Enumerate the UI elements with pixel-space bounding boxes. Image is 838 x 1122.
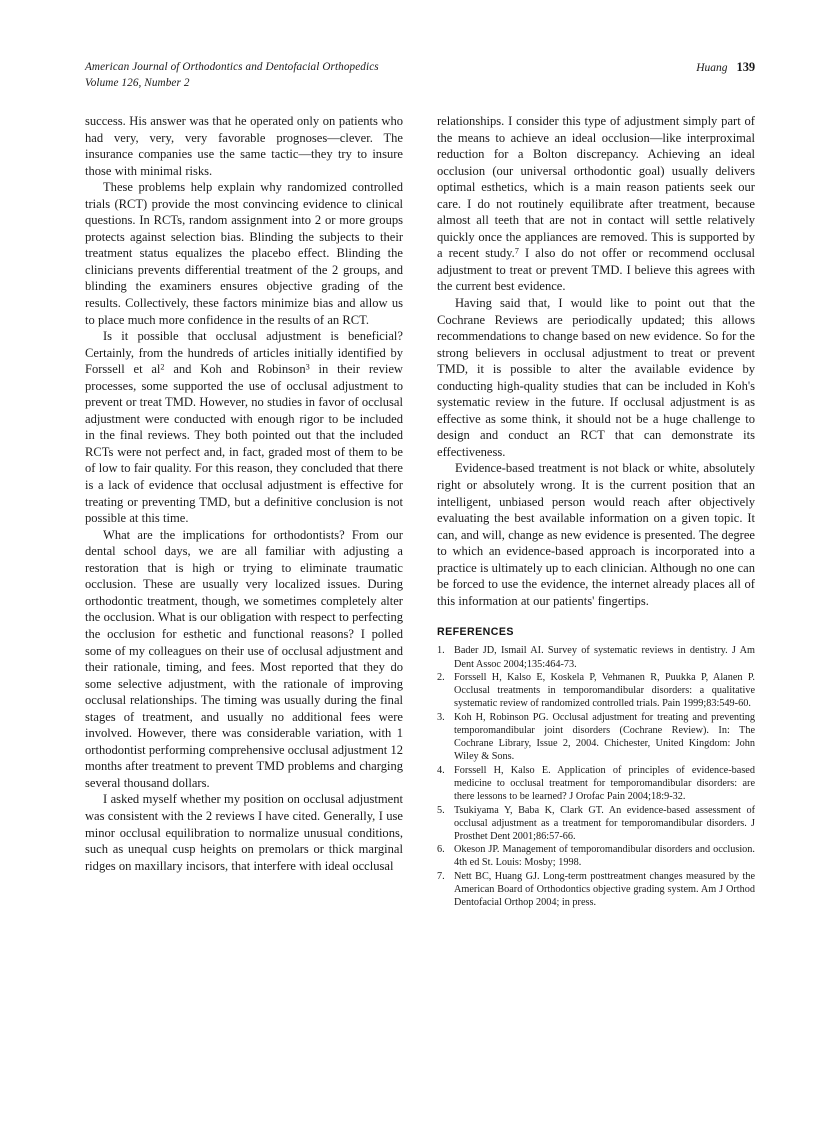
- paragraph: These problems help explain why randomized controlled trials (RCT) provide the most convincing evidence to clinical questions. In RCTs, random assignment into 2 or more groups protects against selection bias. Blinding the subjects to their treatment status equalizes the placebo effect. Blinding the clinicians prevents differential treatment of the 2 groups, and blinding the examiners ensures objective grading of the results. Collectively, these factors minimize bias and allow us to place much more confidence in the results of an RCT.: [85, 180, 403, 327]
- paragraph: I asked myself whether my position on occlusal adjustment was consistent with the 2 reviews I have cited. Generally, I use minor occlusal equilibration to normalize unusual conditions, such as unequal cusp heights on premolars or thick marginal ridges on maxillary incisors, that interfere with ideal occlusal: [85, 792, 403, 873]
- journal-volume-issue: Volume 126, Number 2: [85, 76, 190, 89]
- paragraph-text-part: I also do not offer or recommend occlusal adjustment to treat or prevent TMD. I believe this agrees with the current best evidence.: [437, 246, 756, 294]
- reference-item: Forssell H, Kalso E. Application of principles of evidence-based medicine to occlusal treatment for temporomandibular disorders: are there lessons to be learned? J Orofac Pain 2004;18:9-32.: [454, 764, 755, 802]
- paragraph-with-citations: [85, 328, 403, 527]
- reference-item: Forssell H, Kalso E, Koskela P, Vehmanen R, Puukka P, Alanen P. Occlusal treatments in temporomandibular disorders: a qualitative systematic review of randomized controlled trials. Pain 1999;83:549-60.: [454, 672, 755, 710]
- page-number: 139: [736, 60, 755, 74]
- paragraph: Evidence-based treatment is not black or white, absolutely right or absolutely wrong. It is the current position that an intelligent, unbiased person would reach after objectively evaluating the best available information on a given topic. It can, and will, change as new evidence is presented. The degree to which an evidence-based approach is incorporated into a practice is ultimately up to each clinician. Although no one can be forced to use the evidence, the internet already places all of this information at our patients' fingertips.: [437, 461, 755, 608]
- reference-item: Bader JD, Ismail AI. Survey of systematic reviews in dentistry. J Am Dent Assoc 2004;135:464-73.: [454, 645, 755, 670]
- journal-title-block: [85, 60, 379, 91]
- citation-marker: 3: [305, 362, 310, 372]
- reference-item: Nett BC, Huang GJ. Long-term posttreatment changes measured by the American Board of Orthodontics objective grading system. Am J Orthod Dentofacial Orthop 2004; in press.: [454, 871, 755, 909]
- paragraph: success. His answer was that he operated only on patients who had very, very, very favorable prognoses—clever. The insurance companies use the same tactic—they try to insure those with minimal risks.: [85, 114, 403, 178]
- running-head: [85, 60, 755, 94]
- citation-marker: 7: [514, 246, 519, 256]
- paragraph-with-citation: [437, 113, 755, 295]
- journal-title: American Journal of Orthodontics and Dentofacial Orthopedics: [85, 61, 379, 73]
- left-column: [85, 113, 403, 874]
- paragraph-text-part: relationships. I consider this type of adjustment simply part of the means to achieve an ideal occlusion—like interproximal reduction for a Bolton discrepancy. Achieving an ideal occlusion (our universal orthodontic goal) usually delivers optimal esthetics, which is a main reason patients seek our care. I do not routinely equilibrate after treatment, because almost all teeth that are not in contact will settle relatively quickly once the appliances are removed. This is supported by a recent study.: [437, 114, 755, 261]
- references-heading: REFERENCES: [437, 626, 514, 639]
- paragraph-text-part: Is it possible that occlusal adjustment is beneficial? Certainly, from the hundreds of articles initially identified by Forssell et al: [85, 329, 403, 377]
- reference-item: Okeson JP. Management of temporomandibular disorders and occlusion. 4th ed St. Louis: Mosby; 1998.: [454, 844, 755, 869]
- paragraph-text-part: in their review processes, some supported the use of occlusal adjustment to prevent or treat TMD. However, no studies in favor of occlusal adjustment were conducted with enough rigor to be included in the final reviews. They both pointed out that the included RCTs were not perfect and, in fact, graded most of them to be of low to fair quality. For this reason, they concluded that there is a lack of evidence that occlusal adjustment is effective for treating or preventing TMD, but a definitive conclusion is not possible at this time.: [85, 362, 403, 526]
- reference-item: Tsukiyama Y, Baba K, Clark GT. An evidence-based assessment of occlusal adjustment as a treatment for temporomandibular disorders. J Prosthet Dent 2001;86:57-66.: [454, 804, 755, 842]
- references-list: [437, 644, 755, 909]
- author-name: Huang: [696, 62, 728, 74]
- citation-marker: 2: [160, 362, 165, 372]
- paragraph: What are the implications for orthodontists? From our dental school days, we are all familiar with adjusting a restoration that is high or trying to eliminate traumatic occlusion. These are usually very localized issues. During orthodontic treatment, though, we sometimes completely alter the occlusion. What is our obligation with respect to perfecting the occlusion for esthetic and functional reasons? I polled some of my colleagues on their use of occlusal adjustment and their rationale, timing, and fees. Most reported that they do some selective adjustment, with the rationale of improving occlusal relationships. The timing was usually during the final stages of treatment, and usually no additional fees were involved. However, there was considerable variation, with 1 orthodontist performing comprehensive occlusal adjustment 12 months after treatment to prevent TMD problems and charging several thousand dollars.: [85, 527, 403, 790]
- reference-item: Koh H, Robinson PG. Occlusal adjustment for treating and preventing temporomandibular joint disorders (Cochrane Review). In: The Cochrane Library, Issue 2, 2004. Chichester, United Kingdom: John Wiley & Sons.: [454, 711, 755, 763]
- running-head-right: [696, 60, 755, 77]
- right-column: [437, 113, 755, 910]
- paragraph-text-part: and Koh and Robinson: [164, 362, 306, 377]
- paragraph: Having said that, I would like to point out that the Cochrane Reviews are periodically updated; this allows recommendations to change based on new evidence. So for the strong believers in occlusal adjustment to treat or prevent TMD, it is possible to alter the available evidence by conducting high-quality studies that can be included in Koh's systematic review in the future. If occlusal adjustment is as effective as some think, it should not be a huge challenge to design and conduct an RCT that can demonstrate its effectiveness.: [437, 296, 755, 459]
